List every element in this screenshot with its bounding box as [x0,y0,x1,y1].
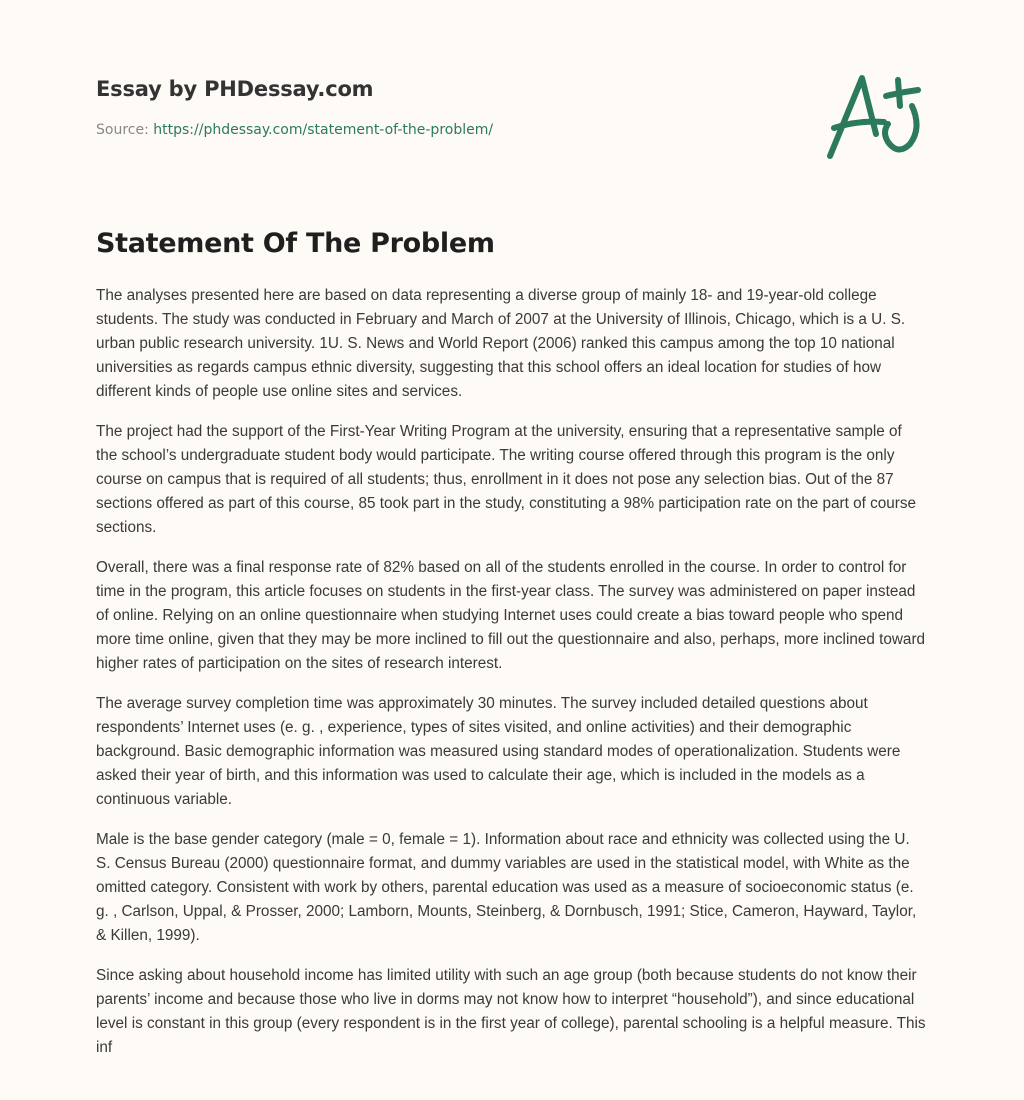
a-plus-grade-icon [818,66,930,166]
paragraph: Overall, there was a final response rate of 82% based on all of the students enrolled in the course. In order to control for time in the program, this article focuses on students in the first-year class. The survey was administered on paper instead of online. Relying on an online questionnaire when studying Internet uses could create a bias toward people who spend more time online, given that they may be more inclined to fill out the questionnaire and also, perhaps, more inclined toward higher rates of participation on the sites of research interest. [96,559,926,672]
source-label: Source: [96,122,154,138]
paragraph: The analyses presented here are based on data representing a diverse group of mainly 18- and 19-year-old college students. The study was conducted in February and March of 2007 at the University of Illinois, Chicago, which is a U. S. urban public research university. 1U. S. News and World Report (2006) ranked this campus among the top 10 national universities as regards campus ethnic diversity, suggesting that this school offers an ideal location for studies of how different kinds of people use online sites and services. [96,287,906,400]
site-brand: Essay by PHDessay.com [96,77,374,101]
paragraph: Male is the base gender category (male = 0, female = 1). Information about race and ethnicity was collected using the U. S. Census Bureau (2000) questionnaire format, and dummy variables are used in the statistical model, with White as the omitted category. Consistent with work by others, parental education was used as a measure of socioeconomic status (e. g. , Carlson, Uppal, & Prosser, 2000; Lamborn, Mounts, Steinberg, & Dornbusch, 1991; Stice, Cameron, Hayward, Taylor, & Killen, 1999). [96,831,917,944]
article-title: Statement Of The Problem [96,228,495,259]
article-body [96,284,926,1076]
source-link[interactable]: https://phdessay.com/statement-of-the-problem/ [153,122,494,138]
source-line [96,120,796,140]
paragraph: Since asking about household income has limited utility with such an age group (both because students do not know their parents’ income and because those who live in dorms may not know how to interpret “household”), and since educational level is constant in this group (every respondent is in the first year of college), parental schooling is a helpful measure. This inf [96,967,926,1056]
paragraph: The project had the support of the First-Year Writing Program at the university, ensuring that a representative sample of the school’s undergraduate student body would participate. The writing course offered through this program is the only course on campus that is required of all students; thus, enrollment in it does not pose any selection bias. Out of the 87 sections offered as part of this course, 85 took part in the study, constituting a 98% participation rate on the part of course sections. [96,423,916,536]
paragraph: The average survey completion time was approximately 30 minutes. The survey included detailed questions about respondents’ Internet uses (e. g. , experience, types of sites visited, and online activities) and their demographic background. Basic demographic information was measured using standard modes of operationalization. Students were asked their year of birth, and this information was used to calculate their age, which is included in the models as a continuous variable. [96,695,901,808]
page-header [96,74,796,140]
